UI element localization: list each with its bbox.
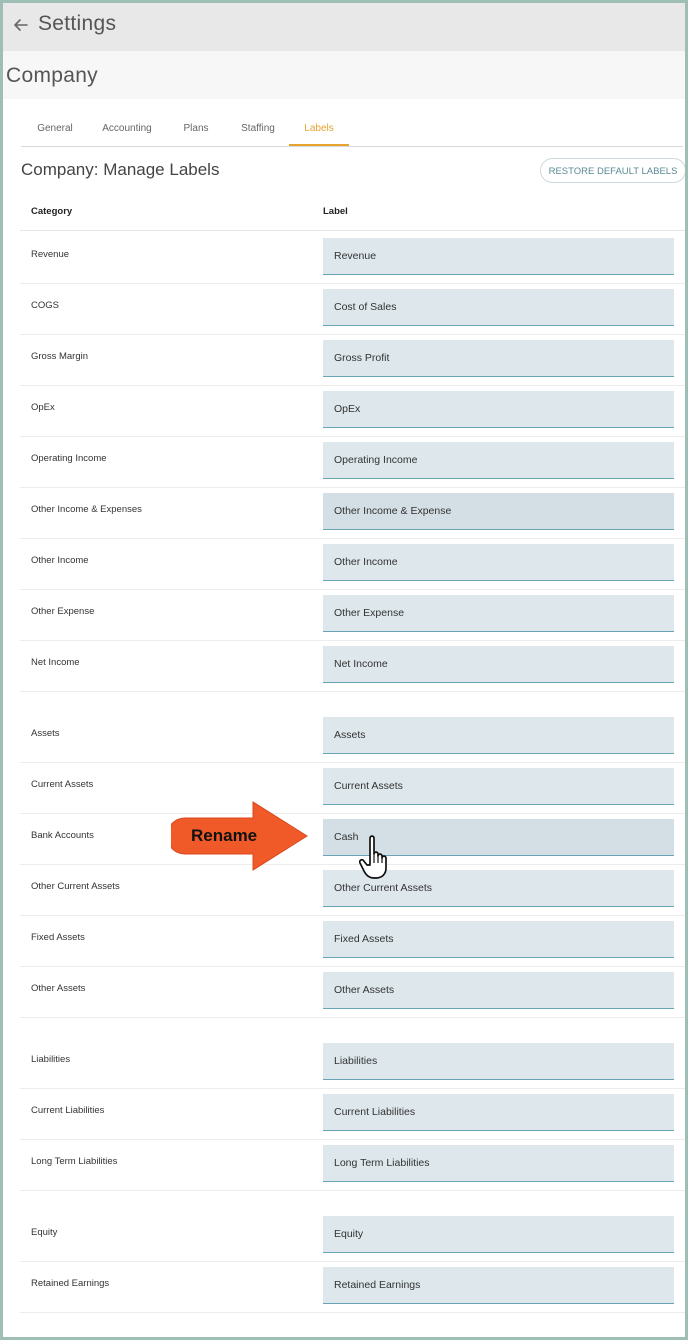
label-input[interactable]: Current Assets bbox=[323, 768, 674, 805]
category-cell: Other Assets bbox=[31, 983, 86, 994]
label-input[interactable]: Current Liabilities bbox=[323, 1094, 674, 1131]
arrow-left-icon[interactable] bbox=[11, 15, 31, 35]
row-divider bbox=[20, 283, 685, 284]
category-cell: Other Current Assets bbox=[31, 881, 120, 892]
category-cell: Other Income bbox=[31, 555, 89, 566]
label-input[interactable]: Assets bbox=[323, 717, 674, 754]
header-divider bbox=[20, 230, 685, 231]
category-cell: Current Assets bbox=[31, 779, 94, 790]
category-cell: Retained Earnings bbox=[31, 1278, 110, 1289]
row-divider bbox=[20, 436, 685, 437]
row-divider bbox=[20, 385, 685, 386]
row-divider bbox=[20, 864, 685, 865]
row-divider bbox=[20, 1261, 685, 1262]
category-cell: Long Term Liabilities bbox=[31, 1156, 118, 1167]
label-input[interactable]: Other Expense bbox=[323, 595, 674, 632]
label-input[interactable]: Liabilities bbox=[323, 1043, 674, 1080]
row-divider bbox=[20, 1088, 685, 1089]
rename-annotation-text: Rename bbox=[191, 826, 258, 845]
category-cell: Fixed Assets bbox=[31, 932, 85, 943]
category-cell: Gross Margin bbox=[31, 351, 89, 362]
row-divider bbox=[20, 1017, 685, 1018]
tab-plans[interactable]: Plans bbox=[183, 123, 209, 134]
label-input[interactable]: Operating Income bbox=[323, 442, 674, 479]
row-divider bbox=[20, 813, 685, 814]
label-input[interactable]: Retained Earnings bbox=[323, 1267, 674, 1304]
row-divider bbox=[20, 640, 685, 641]
section-title: Company: Manage Labels bbox=[21, 160, 220, 179]
category-cell: Liabilities bbox=[31, 1054, 71, 1065]
category-cell: Other Expense bbox=[31, 606, 95, 617]
label-input[interactable]: Gross Profit bbox=[323, 340, 674, 377]
label-input[interactable]: Other Income & Expense bbox=[323, 493, 674, 530]
row-divider bbox=[20, 691, 685, 692]
row-divider bbox=[20, 1312, 685, 1313]
row-divider bbox=[20, 538, 685, 539]
company-header-band bbox=[3, 51, 685, 99]
row-divider bbox=[20, 966, 685, 967]
settings-title: Settings bbox=[38, 12, 117, 35]
tab-accounting[interactable]: Accounting bbox=[102, 123, 152, 134]
category-cell: OpEx bbox=[31, 402, 55, 413]
label-input[interactable]: Cash bbox=[323, 819, 674, 856]
category-cell: Equity bbox=[31, 1227, 58, 1238]
label-input[interactable]: Fixed Assets bbox=[323, 921, 674, 958]
label-input[interactable]: Other Income bbox=[323, 544, 674, 581]
label-input[interactable]: Other Assets bbox=[323, 972, 674, 1009]
restore-default-labels-button[interactable]: RESTORE DEFAULT LABELS bbox=[540, 158, 686, 183]
category-cell: Operating Income bbox=[31, 453, 107, 464]
tab-general[interactable]: General bbox=[37, 123, 73, 134]
row-divider bbox=[20, 487, 685, 488]
hand-pointer-icon bbox=[359, 834, 393, 880]
label-input[interactable]: Other Current Assets bbox=[323, 870, 674, 907]
row-divider bbox=[20, 1139, 685, 1140]
label-input[interactable]: Cost of Sales bbox=[323, 289, 674, 326]
category-cell: Bank Accounts bbox=[31, 830, 94, 841]
row-divider bbox=[20, 915, 685, 916]
category-cell: Net Income bbox=[31, 657, 80, 668]
category-cell: COGS bbox=[31, 300, 59, 311]
category-cell: Current Liabilities bbox=[31, 1105, 105, 1116]
tab-labels[interactable]: Labels bbox=[289, 115, 349, 146]
label-input[interactable]: Revenue bbox=[323, 238, 674, 275]
category-cell: Revenue bbox=[31, 249, 70, 260]
row-divider bbox=[20, 762, 685, 763]
label-input[interactable]: OpEx bbox=[323, 391, 674, 428]
category-cell: Assets bbox=[31, 728, 60, 739]
category-cell: Other Income & Expenses bbox=[31, 504, 142, 515]
row-divider bbox=[20, 334, 685, 335]
settings-tabs bbox=[21, 115, 683, 147]
tab-staffing[interactable]: Staffing bbox=[241, 123, 275, 134]
row-divider bbox=[20, 589, 685, 590]
label-column-header: Label bbox=[323, 206, 348, 217]
category-column-header: Category bbox=[31, 206, 73, 217]
label-input[interactable]: Long Term Liabilities bbox=[323, 1145, 674, 1182]
page-title: Company bbox=[6, 64, 98, 87]
row-divider bbox=[20, 1190, 685, 1191]
label-input[interactable]: Equity bbox=[323, 1216, 674, 1253]
label-input[interactable]: Net Income bbox=[323, 646, 674, 683]
top-bar bbox=[3, 3, 685, 51]
